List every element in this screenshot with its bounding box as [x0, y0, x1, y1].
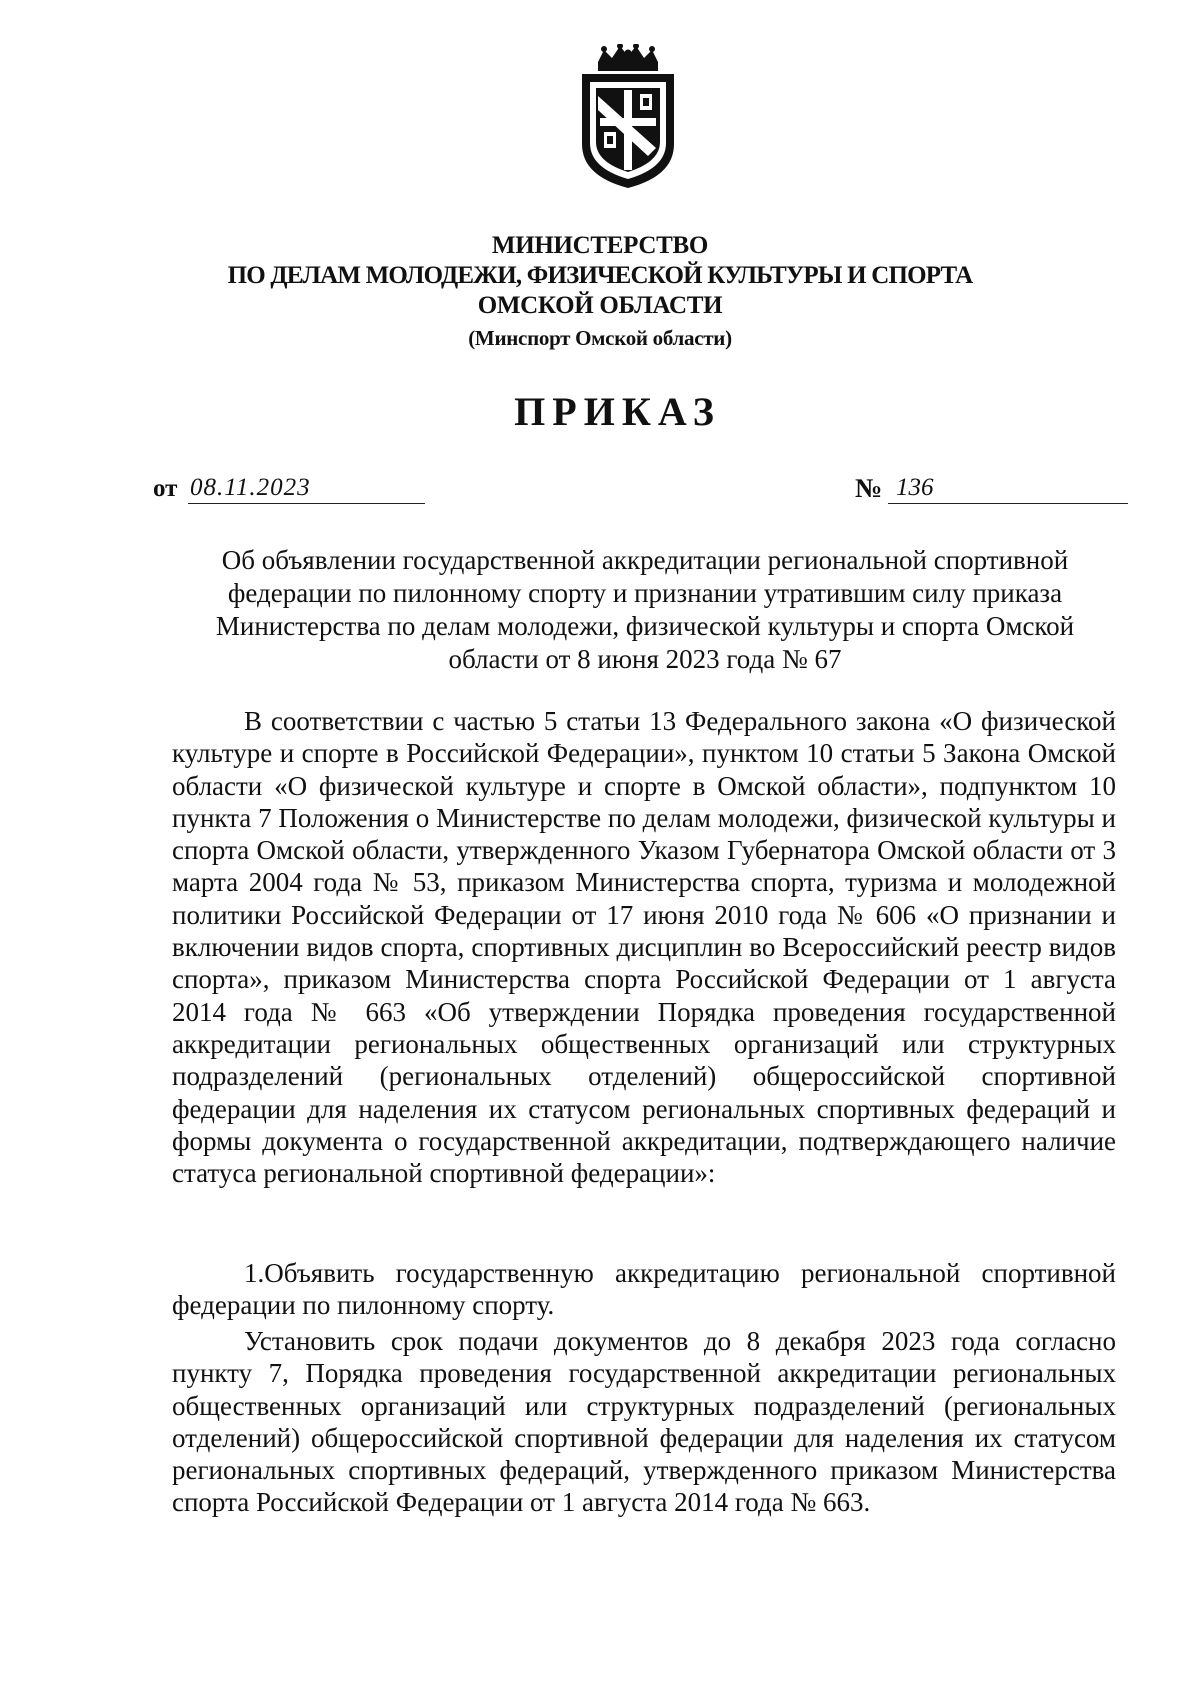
document-title: Об объявлении государственной аккредитации региональной спортивной федерации по пилонному спорту и признании утратившим силу приказа Министерства по делам молодежи, физической культуры и спорта Омской области от 8 июня 2023 года № 67 [215, 545, 1075, 674]
body-paragraph-preamble: В соответствии с частью 5 статьи 13 Федерального закона «О физической культуре и спорте в Российской Федерации», пунктом 10 статьи 5 Закона Омской области «О физической культуре и спорте в Омской области», подпунктом 10 пункта 7 Положения о Министерстве по делам молодежи, физической культуры и спорта Омской области, утвержденного Указом Губернатора Омской области от 3 марта 2004 года № 53, приказом Министерства спорта, туризма и молодежной политики Российской Федерации от 17 июня 2010 года № 606 «О признании и включении видов спорта, спортивных дисциплин во Всероссийский реестр видов спорта», приказом Министерства спорта Российской Федерации от 1 августа 2014 года № 663 «Об утверждении Порядка проведения государственной аккредитации региональных общественных организаций или структурных подразделений (региональных отделений) общероссийской спортивной федерации для наделения их статусом региональных спортивных федераций и формы документа о государственной аккредитации, подтверждающего наличие статуса региональной спортивной федерации»: [172, 706, 1116, 1189]
document-type: ПРИКАЗ [514, 389, 721, 434]
coat-of-arms-icon [568, 44, 688, 190]
ministry-region: ОМСКОЙ ОБЛАСТИ [477, 292, 723, 319]
body-paragraph-item-1: 1.Объявить государственную аккредитацию региональной спортивной федерации по пилонному спорту. [172, 1258, 1116, 1321]
number-value: 136 [888, 474, 1128, 504]
body-paragraph-deadline: Установить срок подачи документов до 8 декабря 2023 года согласно пункту 7, Порядка проведения государственной аккредитации региональных общественных организаций или структурных подразделений (региональных отделений) общероссийской спортивной федерации для наделения их статусом региональных спортивных федераций, утвержденного приказом Министерства спорта Российской Федерации от 1 августа 2014 года № 663. [172, 1326, 1116, 1518]
date-value: 08.11.2023 [188, 474, 425, 504]
ministry-title: МИНИСТЕРСТВО [491, 232, 709, 259]
ministry-short-name: (Минспорт Омской области) [468, 326, 732, 350]
number-label: № [855, 473, 883, 503]
ministry-name: ПО ДЕЛАМ МОЛОДЕЖИ, ФИЗИЧЕСКОЙ КУЛЬТУРЫ И СПОРТА [227, 262, 973, 289]
date-label: от [153, 475, 178, 502]
